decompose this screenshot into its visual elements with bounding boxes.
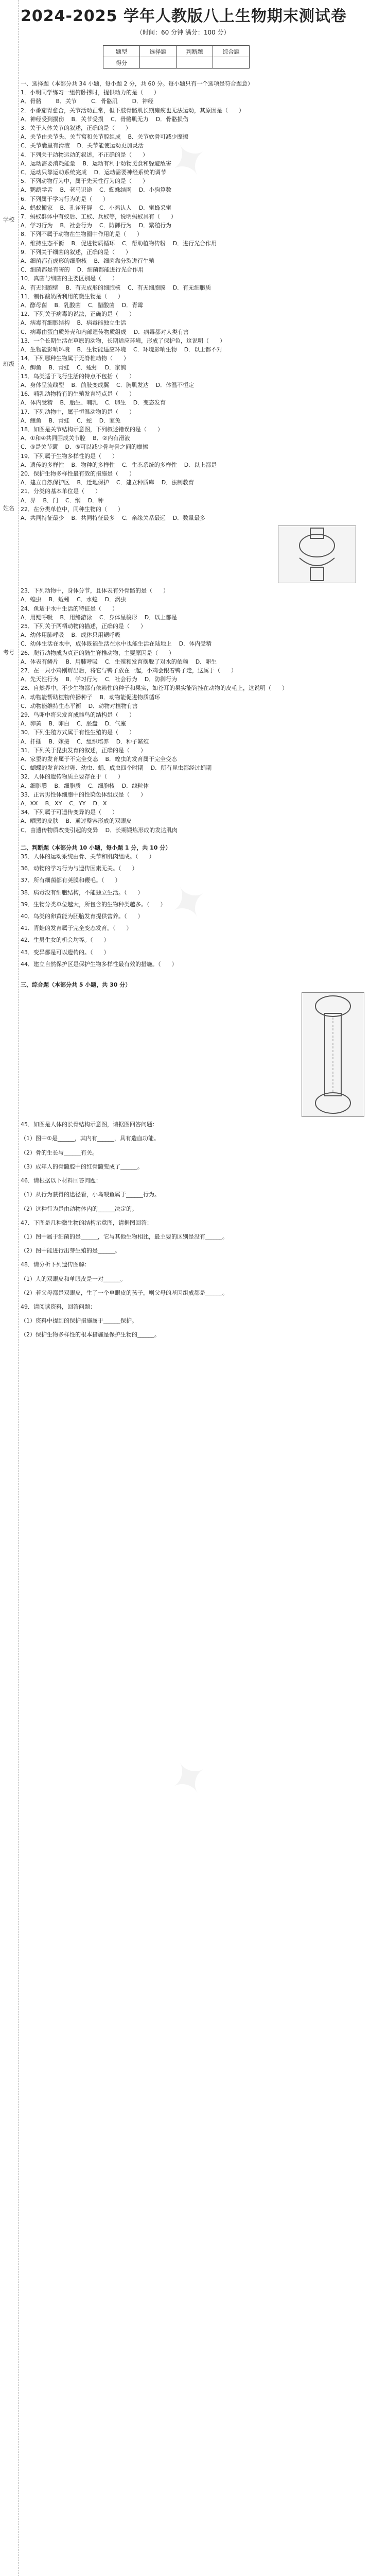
question-line: 27．在一只小鸡刚孵出后，将它与鸭子放在一起，小鸡会跟着鸭子走，这属于（ ）	[21, 667, 237, 674]
question-line: （2）保护生物多样性的根本措施是保护生物的______。	[21, 1331, 160, 1338]
question-line: 9．下列关于细菌的叙述，正确的是（ ）	[21, 248, 131, 256]
question-line: 3．关于人体关节的叙述，正确的是（ ）	[21, 125, 131, 132]
question-line: A．幼体用肺呼吸 B．成体只用鳃呼吸	[21, 632, 121, 639]
question-line: 30．下列生殖方式属于有性生殖的是（ ）	[21, 729, 135, 736]
joint-diagram-icon	[278, 526, 356, 583]
question-line: （1）图中属于细菌的是______，它与其他生物相比，最主要的区别是没有______。	[21, 1233, 228, 1240]
question-line: A．细菌都有成形的细胞核 B．细菌靠分裂进行生殖	[21, 258, 155, 265]
question-line: A．用鳃呼吸 B．用鳍游泳 C．身体呈梭形 D．以上都是	[21, 614, 178, 621]
question-line: A．关节由关节头、关节窝和关节腔组成 B．关节软骨可减少摩擦	[21, 133, 189, 141]
question-line: A．家蚕的发育属于不完全变态 B．蝗虫的发育属于完全变态	[21, 756, 178, 763]
question-line: C．蝴蝶的发育经过卵、幼虫、蛹、成虫四个时期 D．所有昆虫都经过蛹期	[21, 765, 212, 772]
question-line: 5．下列动物行为中，属于先天性行为的是（ ）	[21, 178, 148, 185]
watermark: ✦	[158, 1745, 220, 1812]
question-line: （2）图中能进行出芽生殖的是______。	[21, 1247, 120, 1255]
question-line: A．神经受到损伤 B．关节受损 C．骨骼肌无力 D．骨骼损伤	[21, 115, 189, 123]
question-line: 11．制作酸奶所利用的微生物是（ ）	[21, 293, 124, 300]
question-line: C．③是关节囊 D．⑤可以减少骨与骨之间的摩擦	[21, 444, 148, 451]
question-line: 2．小番茄胃愈合，关节活动正常，但下肢骨骼肌长期瘫痪也无法运动，其原因是（ ）	[21, 107, 244, 114]
question-line: A．晒黑的皮肤 B．通过整容形成的双眼皮	[21, 818, 132, 825]
question-list-1	[21, 79, 364, 522]
question-line: 24．鱼适于水中生活的特征是（ ）	[21, 605, 118, 612]
question-line: 18．如图是关节结构示意图，下列叙述错误的是（ ）	[21, 426, 163, 433]
joint-figure	[278, 526, 356, 583]
question-line: C．关节囊里有滑液 D．关节能使运动更加灵活	[21, 142, 144, 149]
question-line: 33．正常男性体细胞中的性染色体组成是（ ）	[21, 791, 146, 798]
question-line: C．动物能维持生态平衡 D．动物对植物有害	[21, 702, 138, 709]
question-line: 一、选择题（本部分共 34 小题，每小题 2 分，共 60 分。每小题只有一个选项是符合题意）	[21, 80, 253, 87]
question-line: A．有无细胞壁 B．有无成形的细胞核 C．有无细胞膜 D．有无细胞质	[21, 284, 212, 291]
score-header: 题型	[103, 46, 140, 57]
margin-label-school: 学校	[3, 216, 14, 223]
question-line: 42．生男生女的机会均等。（ ）	[21, 937, 110, 944]
question-line: 23．下列动物中，身体分节，且体表有外骨骼的是（ ）	[21, 587, 169, 595]
question-line: 44．建立自然保护区是保护生物多样性最有效的措施。（ ）	[21, 960, 178, 968]
question-line: A．鲤鱼 B．青蛙 C．蛇 D．家兔	[21, 417, 121, 424]
score-header: 综合题	[213, 46, 250, 57]
question-line: 12．下列关于病毒的说法，正确的是（ ）	[21, 311, 135, 318]
question-line: 47．下图是几种微生物的结构示意图，请据图回答：	[21, 1219, 152, 1226]
question-line: A．维持生态平衡 B．促进物质循环 C．帮助植物传粉 D．进行光合作用	[21, 240, 217, 247]
watermark: ✦	[158, 870, 220, 936]
question-line: A．建立自然保护区 B．迁地保护 C．建立种质库 D．法制教育	[21, 479, 195, 486]
question-line: A．身体呈流线型 B．前肢变成翼 C．胸肌发达 D．体温不恒定	[21, 381, 195, 388]
question-line: C．幼体生活在水中，成体既能生活在水中也能生活在陆地上 D．体内受精	[21, 640, 212, 648]
question-line: A．学习行为 B．社会行为 C．防御行为 D．繁殖行为	[21, 222, 172, 229]
question-line: A．XX B．XY C．YY D．X	[21, 800, 107, 807]
question-list-2	[21, 586, 364, 835]
question-line: 43．变异都是可以遗传的。（ ）	[21, 948, 110, 956]
exam-title: 2024-2025 学年人教版八上生物期末测试卷	[21, 7, 347, 25]
question-line: A．体表有鳞片 B．用肺呼吸 C．生殖和发育摆脱了对水的依赖 D．卵生	[21, 658, 217, 665]
question-line: A．生物能影响环境 B．生物能适应环境 C．环境影响生物 D．以上都不对	[21, 346, 223, 353]
question-line: 37．所有细菌都有荚膜和鞭毛。（ ）	[21, 877, 121, 884]
question-line: 10．真菌与细菌的主要区别是（ ）	[21, 275, 118, 282]
question-line: A．细胞膜 B．细胞质 C．细胞核 D．线粒体	[21, 782, 149, 789]
question-line: A．鲫鱼 B．青蛙 C．蚯蚓 D．家鸽	[21, 364, 127, 371]
section-judge-heading: 二、判断题（本部分共 10 小题，每小题 1 分，共 10 分）	[21, 844, 171, 851]
question-line: 31．下列关于昆虫发育的叙述，正确的是（ ）	[21, 747, 146, 754]
question-line: A．酵母菌 B．乳酸菌 C．醋酸菌 D．青霉	[21, 302, 144, 309]
score-cell[interactable]	[213, 57, 250, 69]
question-line: 17．下列动物中，属于恒温动物的是（ ）	[21, 408, 135, 415]
question-line: A．蚂蚁搬家 B．孔雀开屏 C．小鸡认人 D．蜜蜂采蜜	[21, 204, 172, 211]
binding-margin	[0, 0, 19, 2576]
question-line: C．病毒由蛋白质外壳和内部遗传物质组成 D．病毒都对人类有害	[21, 328, 189, 335]
question-line: C．细菌都是有害的 D．细菌都能进行光合作用	[21, 266, 144, 274]
score-header: 判断题	[177, 46, 213, 57]
long-bone-icon	[302, 993, 364, 1116]
question-line: A．动物能帮助植物传播种子 B．动物能促进物质循环	[21, 693, 161, 701]
question-line: （1）从行为获得的途径看，小鸟喂鱼属于______行为。	[21, 1191, 160, 1198]
score-cell[interactable]	[140, 57, 177, 69]
question-line: 49．请阅读资料，回答问题：	[21, 1303, 96, 1310]
bone-figure	[302, 992, 364, 1117]
question-line: 21．分类的基本单位是（ ）	[21, 488, 101, 495]
question-line: 39．生物分类单位越大，所包含的生物种类越多。（ ）	[21, 901, 166, 908]
question-line: A．骨骼 B．关节 C．骨骼肌 D．神经	[21, 98, 154, 105]
question-line: 48．请分析下列遗传图解：	[21, 1261, 90, 1268]
exam-subtitle: （时间：60 分钟 满分：100 分）	[136, 29, 230, 36]
question-line: 45．如图是人体的长骨结构示意图，请据图回答问题：	[21, 1121, 158, 1128]
question-line: （1）人的双眼皮和单眼皮是一对______。	[21, 1275, 126, 1282]
question-line: 22．在分类单位中，同种生物的（ ）	[21, 505, 124, 513]
question-line: C．由遗传物质改变引起的变异 D．长期锻炼形成的发达肌肉	[21, 826, 178, 834]
score-table	[103, 45, 250, 69]
question-line: 32．人体的遗传物质主要存在于（ ）	[21, 773, 124, 781]
question-line: A．①和④共同围成关节腔 B．②内有滑液	[21, 435, 130, 442]
question-line: （1）资料中提到的保护措施属于______保护。	[21, 1317, 137, 1325]
margin-label-name: 姓名	[3, 505, 14, 512]
question-line: 1．小明同学练习一组俯卧撑时，提供动力的是（ ）	[21, 89, 160, 96]
question-line: A．界 B．门 C．纲 D．种	[21, 497, 104, 504]
score-row-label: 得分	[103, 57, 140, 69]
question-line: 40．鸟类的卵黄能为胚胎发育提供营养。（ ）	[21, 913, 144, 920]
question-line: （2）这种行为是由动物体内的______决定的。	[21, 1205, 137, 1212]
question-line: 7．蚂蚁群体中有蚁后、工蚁、兵蚁等，说明蚂蚁具有（ ）	[21, 213, 177, 221]
question-line: 36．动物的学习行为与遗传因素无关。（ ）	[21, 865, 138, 872]
question-line: 16．哺乳动物特有的生殖发育特点是（ ）	[21, 391, 135, 398]
question-line: （2）若父母都是双眼皮，生了一个单眼皮的孩子，则父母的基因组成都是______。	[21, 1289, 228, 1296]
exam-content	[21, 79, 364, 1345]
question-line: 19．下列属于生物多样性的是（ ）	[21, 452, 118, 460]
question-line: （1）图中①是______，其内有______，具有造血功能。	[21, 1135, 160, 1142]
question-line: 41．青蛙的发育属于完全变态发育。（ ）	[21, 925, 132, 932]
watermark: ✦	[158, 128, 220, 194]
question-line: 35．人体的运动系统由骨、关节和肌肉组成。（ ）	[21, 853, 155, 860]
question-line: A．卵黄 B．卵白 C．胚盘 D．气室	[21, 720, 127, 727]
question-line: 14．下列哪种生物属于无脊椎动物（ ）	[21, 355, 129, 362]
question-line: 13．一个长期生活在草原的动物，长期适应环境，形成了保护色，这说明（ ）	[21, 337, 225, 344]
question-line: 6．下列属于学习行为的是（ ）	[21, 195, 109, 202]
question-line: 38．病毒没有细胞结构，不能独立生活。（ ）	[21, 889, 144, 896]
question-line: 28．自然界中，不少生物都有依赖性的种子和果实，如苍耳的果实能钩挂在动物的皮毛上，这说明（ ）	[21, 685, 288, 692]
question-line: 4．下列关于动物运动的叙述，不正确的是（ ）	[21, 151, 148, 158]
question-line: A．体内受精 B．胎生、哺乳 C．卵生 D．变态发育	[21, 399, 166, 406]
question-line: 25．下列关于两栖动物的描述，正确的是（ ）	[21, 622, 146, 630]
question-line: 20．保护生物多样性最有效的措施是（ ）	[21, 470, 135, 477]
question-line: A．鹦鹉学舌 B．老马识途 C．蜘蛛结网 D．小狗算数	[21, 187, 172, 194]
question-line: A．病毒有细胞结构 B．病毒能独立生活	[21, 319, 127, 327]
question-line: 34．下列属于可遗传变异的是（ ）	[21, 809, 118, 816]
question-line: 46．请根据以下材料回答问题：	[21, 1177, 101, 1184]
question-line: 29．鸟卵中将来发育成雏鸟的结构是（ ）	[21, 711, 135, 718]
judge-list	[21, 852, 364, 969]
score-header: 选择题	[140, 46, 177, 57]
section-comp-heading: 三、综合题（本部分共 5 小题，共 30 分）	[21, 981, 131, 989]
question-line: A．运动需要消耗能量 B．运动有利于动物觅食和躲避敌害	[21, 160, 172, 167]
question-line: 26．爬行动物成为真正的陆生脊椎动物，主要原因是（ ）	[21, 649, 174, 656]
question-line: A．共同特征最少 B．共同特征最多 C．亲缘关系最远 D．数量最多	[21, 514, 206, 521]
question-line: A．扦插 B．嫁接 C．组织培养 D．种子繁殖	[21, 738, 149, 745]
question-line: A．蝗虫 B．蚯蚓 C．水螅 D．涡虫	[21, 596, 127, 603]
score-cell[interactable]	[177, 57, 213, 69]
question-line: A．先天性行为 B．学习行为 C．社会行为 D．防御行为	[21, 676, 178, 683]
question-line: C．运动只靠运动系统完成 D．运动需要神经系统的调节	[21, 169, 167, 176]
question-line: A．遗传的多样性 B．物种的多样性 C．生态系统的多样性 D．以上都是	[21, 461, 217, 468]
question-line: （2）骨的生长与______有关。	[21, 1149, 98, 1156]
question-line: 8．下列不属于动物在生物圈中作用的是（ ）	[21, 231, 143, 238]
question-line: （3）成年人的骨髓腔中的红骨髓变成了______。	[21, 1163, 143, 1170]
margin-label-number: 考号	[3, 649, 14, 656]
question-line: 15．鸟类适于飞行生活的特点不包括（ ）	[21, 372, 135, 380]
margin-label-class: 班级	[3, 361, 14, 367]
